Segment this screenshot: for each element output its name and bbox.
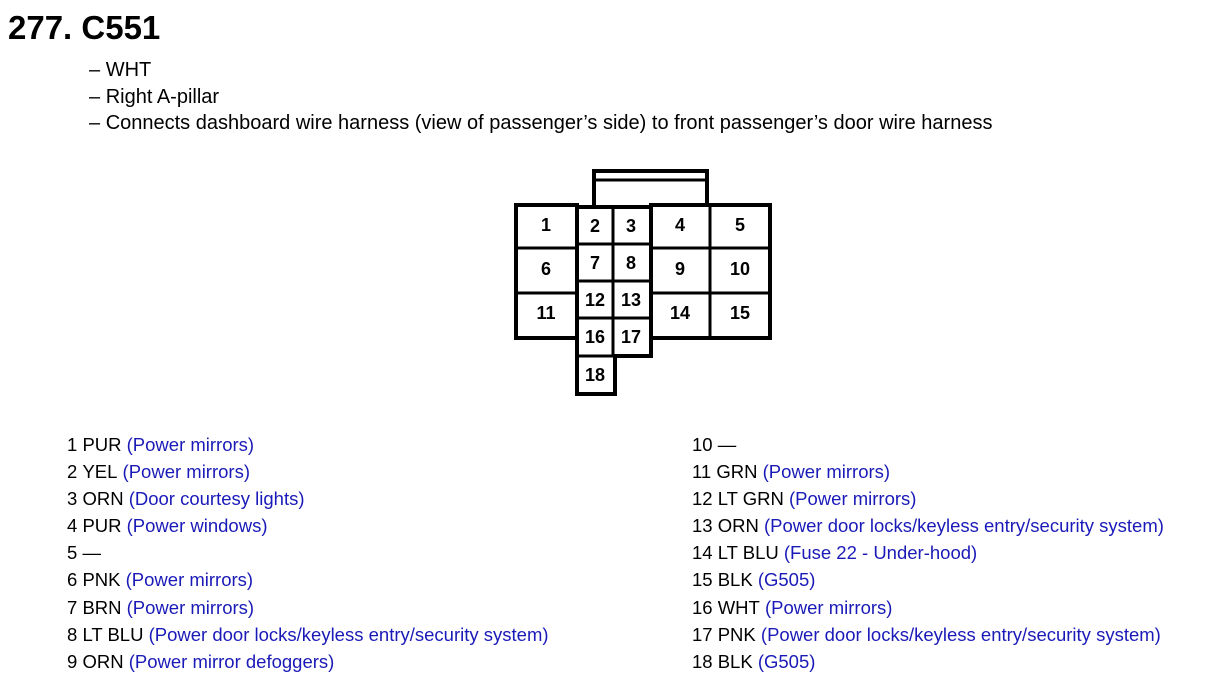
pinout-row [692,621,1164,648]
pin-number: 2 [67,461,78,483]
pin-number: 5 [67,542,78,564]
wire-color: BLK [717,650,753,672]
wire-color: PUR [82,434,122,455]
circuit-name: (Power mirrors) [764,596,893,618]
pin-label-17: 17 [620,327,642,347]
pin-label-11: 11 [536,303,556,323]
pin-label-4: 4 [674,215,686,235]
pin-number: 6 [67,569,78,591]
pin-number: 18 [692,650,713,672]
pin-number: 15 [692,569,713,591]
pin-number: 13 [692,515,713,537]
pin-label-14: 14 [669,303,691,323]
pin-number: 12 [692,488,713,510]
connector-title: 277. C551 [8,9,161,46]
wire-color: ORN [82,650,124,672]
circuit-name: (Fuse 22 - Under-hood) [783,542,978,564]
circuit-name: (Power mirrors) [789,488,917,510]
pin-label-1: 1 [540,215,552,235]
pinout-row [67,458,549,485]
circuit-name: (G505) [757,569,816,591]
pin-label-9: 9 [674,259,686,279]
connector-description: – Connects dashboard wire harness (view of passenger’s side) to front passenger’s door wire harness [89,110,992,137]
connector-location: – Right A-pillar [89,84,992,111]
circuit-name: (Power door locks/keyless entry/security system) [760,623,1161,645]
pinout-row [67,594,549,621]
wire-color: PNK [717,623,756,645]
pin-label-18: 18 [584,365,606,385]
connector-color: – WHT [89,57,992,84]
wire-color: PUR [82,515,122,537]
pin-number: 17 [692,623,713,645]
pin-label-8: 8 [625,253,637,273]
pin-number: 9 [67,650,78,672]
wire-color: BLK [717,569,753,591]
pinout-row [67,621,549,648]
pin-label-2: 2 [589,216,601,236]
wire-color: LT BLU [82,623,144,645]
pinout-row [692,648,1164,675]
pin-number: 7 [67,596,78,618]
circuit-name: (Power mirrors) [125,569,254,591]
wire-color: WHT [717,596,760,618]
pinout-row [692,539,1164,566]
wire-color: YEL [82,461,118,483]
pinout-row [67,431,549,458]
circuit-name: (Power mirrors) [126,596,255,618]
pin-label-7: 7 [589,253,601,273]
pin-number: 11 [692,461,712,483]
circuit-name: (Power mirrors) [762,461,891,483]
pin-number: 4 [67,515,78,537]
pinout-row [67,539,549,566]
wire-color: LT BLU [717,542,779,564]
connector-lock-tab [594,171,707,205]
pin-label-16: 16 [584,327,606,347]
circuit-name: (Power mirrors) [122,461,250,483]
circuit-name: (G505) [757,650,816,672]
pinout-row [692,594,1164,621]
pin-label-12: 12 [584,290,606,310]
wire-color: — [717,434,737,455]
circuit-name: (Door courtesy lights) [128,488,305,510]
wire-color: LT GRN [717,488,784,510]
wire-color: ORN [82,488,124,510]
pin-label-10: 10 [729,259,751,279]
pinout-row [67,485,549,512]
wire-color: GRN [716,461,758,483]
pinout-row [692,512,1164,539]
pinout-row [692,458,1164,485]
pin-label-5: 5 [734,215,746,235]
wire-color: ORN [717,515,759,537]
wire-color: BRN [82,596,122,618]
pin-number: 10 [692,434,713,455]
pinout-row [67,566,549,593]
pinout-list-right [692,431,1164,675]
pinout-row [692,485,1164,512]
wire-color: — [82,542,101,564]
circuit-name: (Power door locks/keyless entry/security system) [148,623,549,645]
pin-number: 1 [67,434,78,455]
pin-number: 16 [692,596,713,618]
pinout-row [67,648,549,675]
pin-label-15: 15 [729,303,751,323]
circuit-name: (Power mirrors) [126,434,255,455]
pin-number: 14 [692,542,713,564]
pinout-row [692,431,1164,458]
pin-label-3: 3 [625,216,637,236]
pinout-row [67,512,549,539]
wire-color: PNK [82,569,121,591]
pin-label-6: 6 [540,259,552,279]
pinout-row [692,566,1164,593]
pin-label-13: 13 [620,290,642,310]
pinout-list-left [67,431,549,675]
pin-number: 8 [67,623,78,645]
circuit-name: (Power mirror defoggers) [128,650,335,672]
pin-number: 3 [67,488,78,510]
circuit-name: (Power door locks/keyless entry/security system) [763,515,1164,537]
circuit-name: (Power windows) [126,515,268,537]
